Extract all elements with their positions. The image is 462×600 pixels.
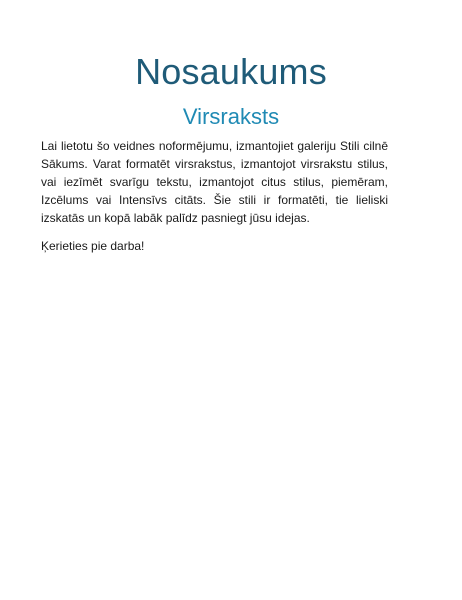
body-paragraph: Lai lietotu šo veidnes noformējumu, izmantojiet galeriju Stili cilnē Sākums. Varat formatēt virsrakstus, izmantojot virsrakstu stilus, vai iezīmēt svarīgu tekstu, izmantojot citus stilus, piemēram, Izcēlums vai Intensīvs citāts. Šie stili ir formatēti, tie lieliski izskatās un kopā labāk palīdz pasniegt jūsu idejas. — [41, 139, 388, 225]
closing-line: Ķerieties pie darba! — [41, 239, 145, 253]
document-heading: Virsraksts — [182, 104, 280, 129]
document-title: Nosaukums — [135, 51, 327, 92]
